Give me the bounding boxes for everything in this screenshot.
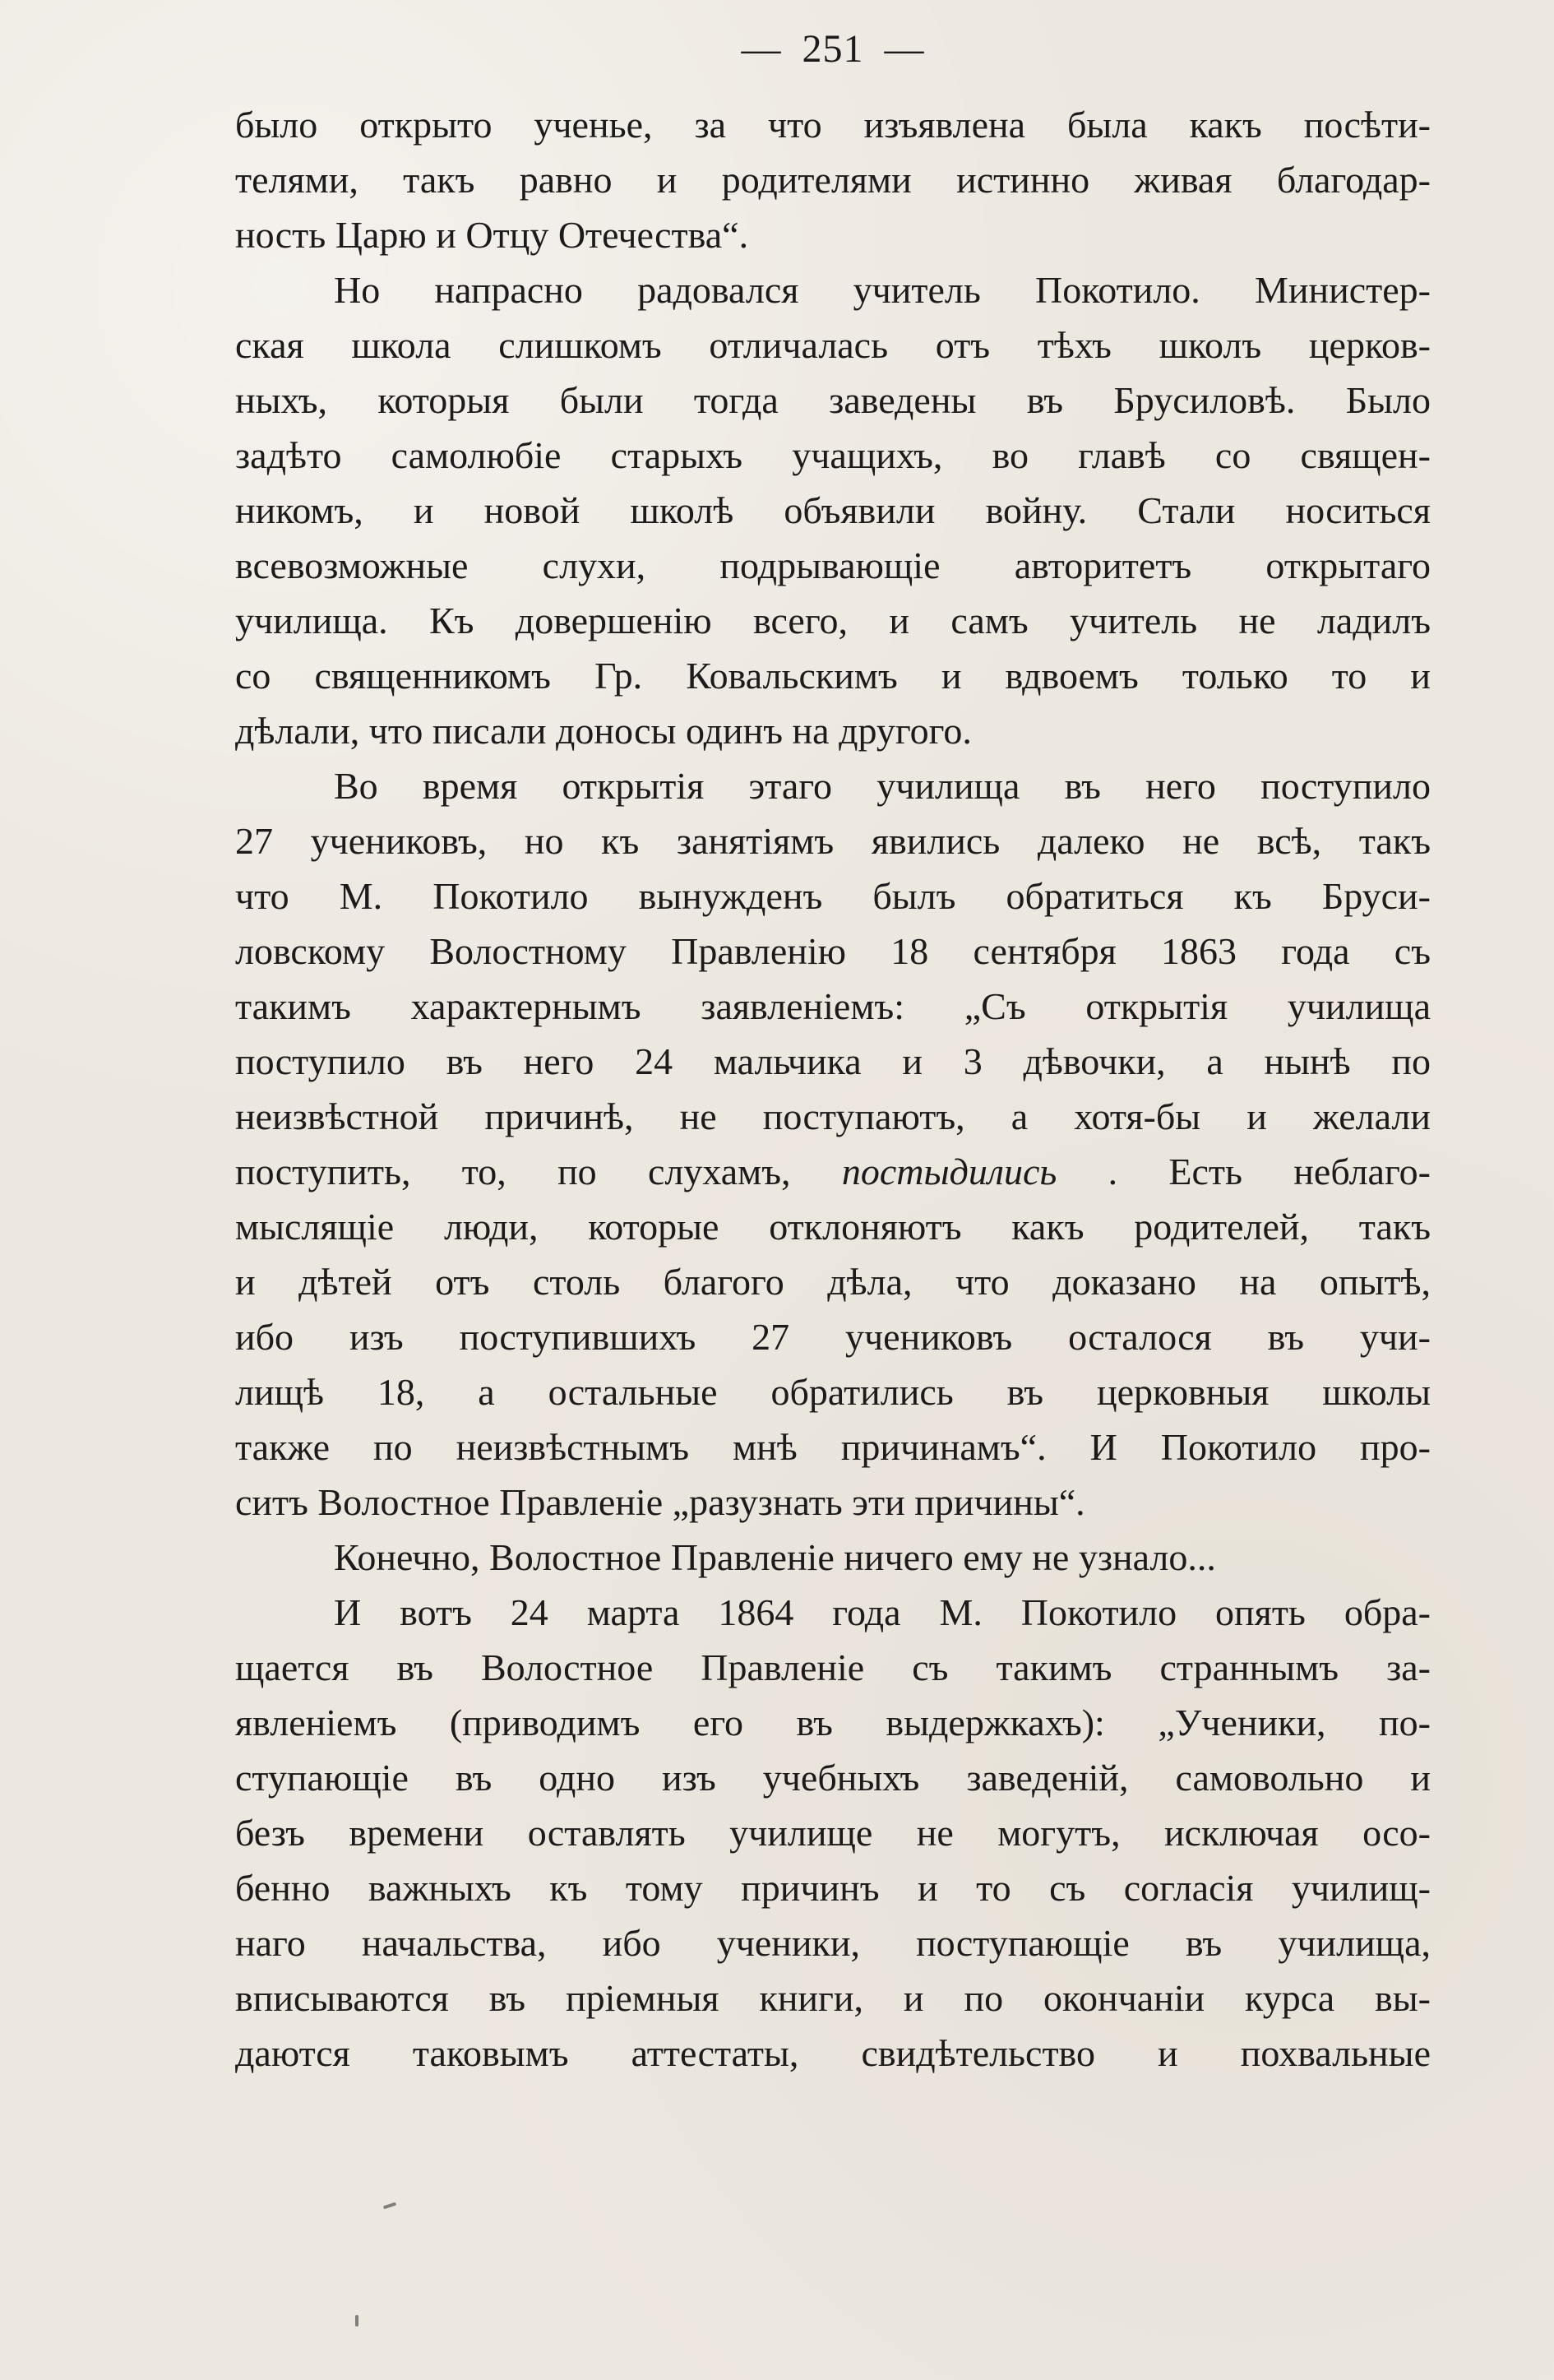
text-line-25: также по неизвѣстнымъ мнѣ причинамъ“. И Покотило про-: [235, 1426, 1431, 1468]
text-line-15: что М. Покотило вынужденъ былъ обратиться къ Бруси-: [235, 875, 1431, 917]
text-line-7: задѣто самолюбіе старыхъ учащихъ, во главѣ со священ-: [235, 434, 1431, 476]
text-line-9: всевозможные слухи, подрывающіе авторитетъ открытаго: [235, 544, 1431, 586]
text-line-14: 27 учениковъ, но къ занятіямъ явились далеко не всѣ, такъ: [235, 820, 1431, 862]
text-line-18: поступило въ него 24 мальчика и 3 дѣвочки, а нынѣ по: [235, 1040, 1431, 1082]
text-line-20-italic: постыдились: [841, 1151, 1057, 1192]
text-line-3: ность Царю и Отцу Отечества“.: [235, 214, 749, 256]
text-line-20: [235, 1144, 1431, 1199]
text-line-13: Во время открытія этаго училища въ него поступило: [334, 765, 1431, 807]
text-line-33: бенно важныхъ къ тому причинъ и то съ согласія училищ-: [235, 1867, 1431, 1909]
text-line-32: безъ времени оставлять училище не могутъ, исключая осо-: [235, 1812, 1431, 1854]
text-line-12: дѣлали, что писали доносы одинъ на другого.: [235, 710, 972, 752]
page-number-header: [235, 25, 1431, 74]
text-line-2: телями, такъ равно и родителями истинно живая благодар-: [235, 159, 1431, 201]
text-line-11: со священникомъ Гр. Ковальскимъ и вдвоемъ только то и: [235, 655, 1431, 697]
text-line-19: неизвѣстной причинѣ, не поступаютъ, а хотя-бы и желали: [235, 1095, 1431, 1137]
text-line-30: явленіемъ (приводимъ его въ выдержкахъ): „Ученики, по-: [235, 1702, 1431, 1743]
text-line-26: ситъ Волостное Правленіе „разузнать эти причины“.: [235, 1481, 1085, 1523]
text-line-17: такимъ характернымъ заявленіемъ: „Съ открытія училища: [235, 985, 1431, 1027]
text-line-20-after: . Есть неблаго-: [1108, 1151, 1431, 1192]
text-line-20-before: поступить, то, по слухамъ,: [235, 1151, 842, 1192]
text-line-36: даются таковымъ аттестаты, свидѣтельство и похвальные: [235, 2032, 1431, 2074]
page-text: [235, 97, 1431, 2081]
text-line-6: ныхъ, которыя были тогда заведены въ Брусиловѣ. Было: [235, 379, 1431, 421]
page-number: 251: [802, 27, 864, 71]
text-line-21: мыслящіе люди, которые отклоняютъ какъ родителей, такъ: [235, 1206, 1431, 1248]
text-line-1: было открыто ученье, за что изъявлена была какъ посѣти-: [235, 104, 1431, 146]
text-line-10: училища. Къ довершенію всего, и самъ учитель не ладилъ: [235, 600, 1431, 641]
text-line-22: и дѣтей отъ столь благого дѣла, что доказано на опытѣ,: [235, 1261, 1431, 1303]
text-line-8: никомъ, и новой школѣ объявили войну. Стали носиться: [235, 489, 1431, 531]
left-dash: —: [741, 27, 782, 71]
text-line-31: ступающіе въ одно изъ учебныхъ заведеній, самовольно и: [235, 1757, 1431, 1799]
ink-mark: [355, 2315, 358, 2327]
ink-mark: [383, 2202, 396, 2210]
text-line-5: ская школа слишкомъ отличалась отъ тѣхъ школъ церков-: [235, 324, 1431, 366]
text-line-29: щается въ Волостное Правленіе съ такимъ страннымъ за-: [235, 1646, 1431, 1688]
text-line-16: ловскому Волостному Правленію 18 сентября 1863 года съ: [235, 930, 1431, 972]
text-line-35: вписываются въ пріемныя книги, и по окончаніи курса вы-: [235, 1977, 1431, 2019]
text-line-23: ибо изъ поступившихъ 27 учениковъ осталося въ учи-: [235, 1316, 1431, 1358]
text-line-24: лищѣ 18, а остальные обратились въ церковныя школы: [235, 1371, 1431, 1413]
text-line-34: наго начальства, ибо ученики, поступающіе въ училища,: [235, 1922, 1431, 1964]
text-line-27: Конечно, Волостное Правленіе ничего ему не узнало...: [334, 1536, 1216, 1578]
text-line-4: Но напрасно радовался учитель Покотило. Министер-: [334, 269, 1431, 311]
text-line-28: И вотъ 24 марта 1864 года М. Покотило опять обра-: [334, 1591, 1431, 1633]
right-dash: —: [884, 27, 925, 71]
